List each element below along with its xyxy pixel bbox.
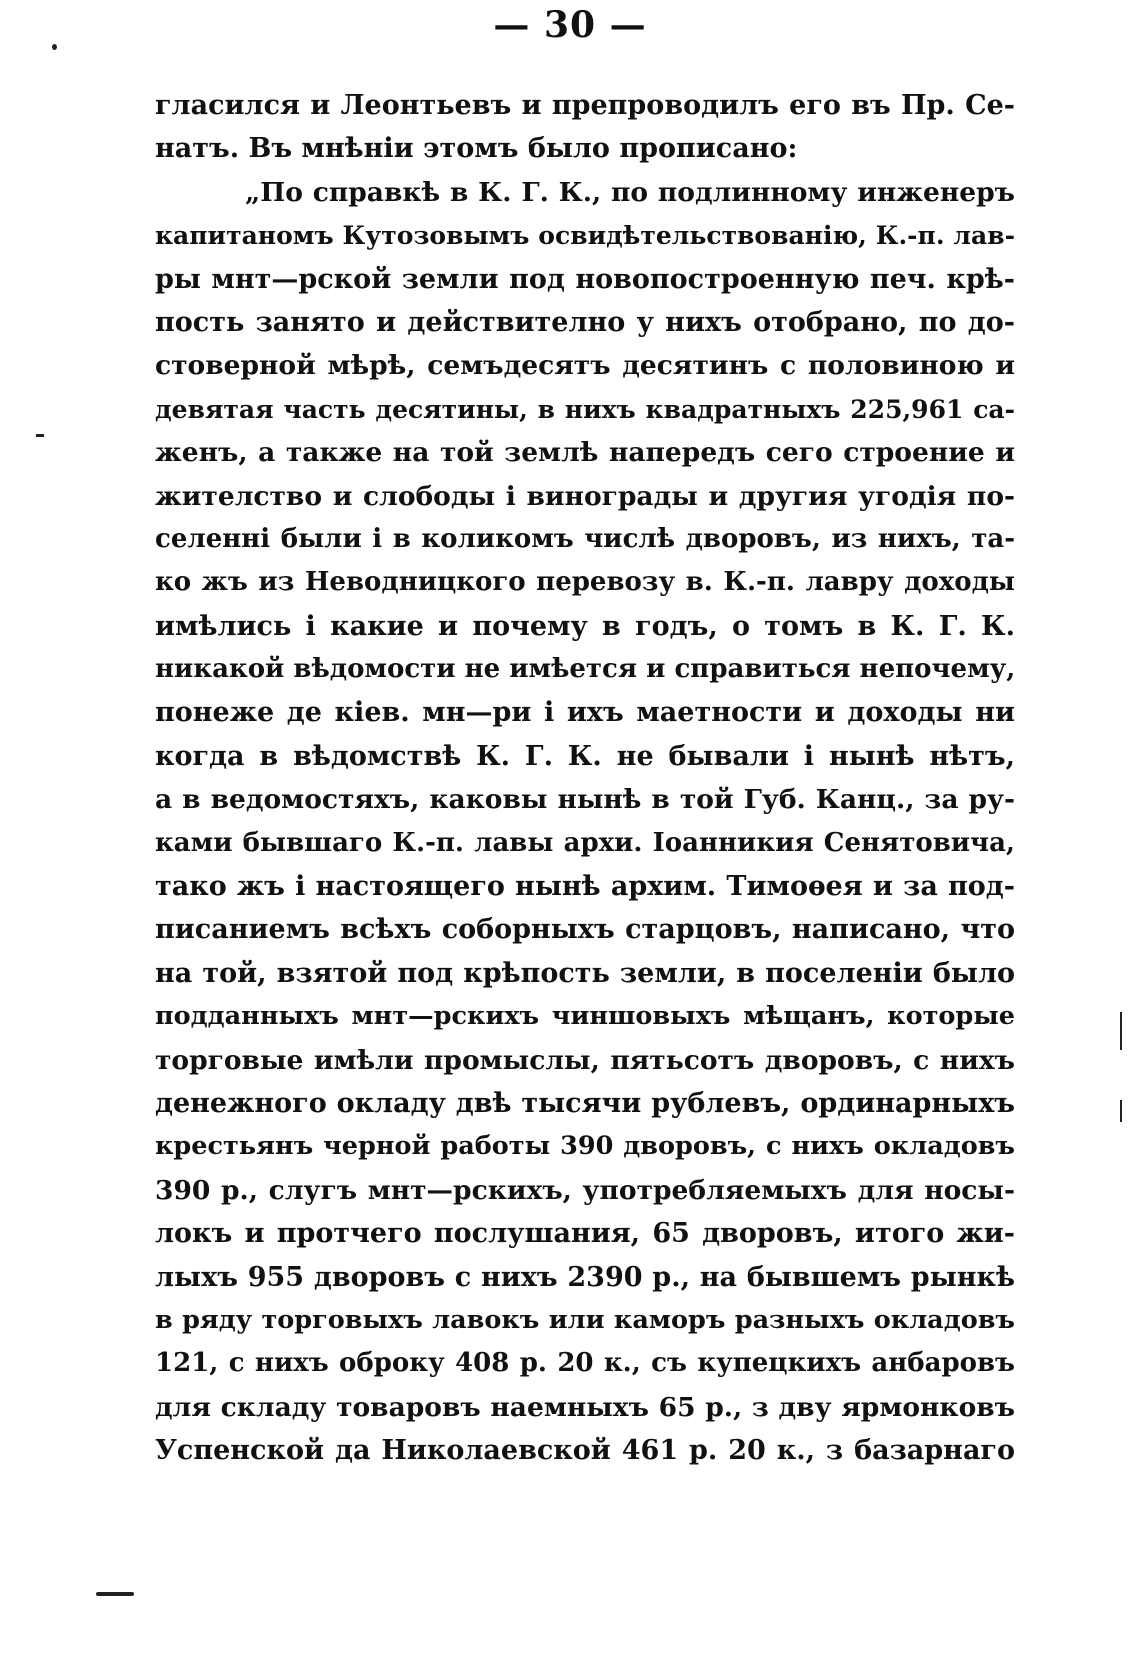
text-line: понеже де кіев. мн—ри і ихъ маетности и доходы ни — [155, 697, 1015, 729]
text-line: женъ, а также на той землѣ напередъ сего строение и — [155, 437, 1015, 469]
scan-speck — [36, 434, 44, 437]
text-line: ры мнт—рской земли под новопостроенную печ. крѣ- — [155, 263, 1015, 295]
page-number: — 30 — — [493, 4, 647, 46]
margin-scan-mark — [1120, 1012, 1122, 1050]
text-line: 390 р., слугъ мнт—рскихъ, употребляемыхъ для носы- — [155, 1174, 1015, 1206]
text-line: жителство и слободы і винограды и другия угодія по- — [155, 480, 1015, 512]
text-line: 121, с нихъ оброку 408 р. 20 к., съ купецкихъ анбаровъ — [155, 1348, 1015, 1379]
text-line: имѣлись і какие и почему в годъ, о томъ в К. Г. К. — [155, 610, 1015, 642]
text-line: пость занято и действително у нихъ отобрано, по до- — [155, 306, 1015, 338]
text-line: селенні были і в коликомъ числѣ дворовъ, из нихъ, та- — [155, 523, 1015, 554]
text-line: когда в вѣдомствѣ К. Г. К. не бывали і нынѣ нѣтъ, — [155, 740, 1015, 772]
text-line: ками бывшаго К.-п. лавы архи. Іоанникия Сенятовича, — [155, 827, 1015, 858]
text-line: крестьянъ черной работы 390 дворовъ, с нихъ окладовъ — [155, 1131, 1015, 1162]
text-line: тако жъ і настоящего нынѣ архим. Тимоѳея и за под- — [155, 871, 1015, 903]
text-line: девятая часть десятины, в нихъ квадратныхъ 225,961 са- — [155, 394, 1015, 424]
text-line: а в ведомостяхъ, каковы нынѣ в той Губ. Канц., за ру- — [155, 784, 1015, 816]
text-line: подданныхъ мнт—рскихъ чиншовыхъ мѣщанъ, которые — [155, 1001, 1015, 1032]
text-line: локъ и протчего послушания, 65 дворовъ, итого жи- — [155, 1218, 1015, 1250]
text-line: торговые имѣли промыслы, пятьсотъ дворовъ, с нихъ — [155, 1044, 1015, 1076]
text-line: лыхъ 955 дворовъ с нихъ 2390 р., на бывшемъ рынкѣ — [155, 1261, 1015, 1293]
text-line: ко жъ из Неводницкого перевозу в. К.-п. лавру доходы — [155, 567, 1015, 598]
text-line: на той, взятой под крѣпость земли, в поселеніи было — [155, 957, 1015, 989]
text-line: „По справкѣ в К. Г. К., по подлинному инженеръ — [245, 176, 1015, 208]
margin-scan-mark — [96, 1592, 134, 1596]
text-line: для складу товаровъ наемныхъ 65 р., з дву ярмонковъ — [155, 1391, 1015, 1423]
text-line: натъ. Въ мнѣніи этомъ было прописано: — [155, 133, 798, 165]
text-line: никакой вѣдомости не имѣется и справиться непочему, — [155, 654, 1015, 685]
scan-speck — [52, 44, 57, 50]
margin-scan-mark — [1120, 1100, 1122, 1122]
text-line: Успенской да Николаевской 461 р. 20 к., з базарнаго — [155, 1435, 1015, 1467]
text-line: в ряду торговыхъ лавокъ или каморъ разныхъ окладовъ — [155, 1304, 1015, 1335]
text-line: писаниемъ всѣхъ соборныхъ старцовъ, написано, что — [155, 914, 1015, 946]
text-line: стоверной мѣрѣ, семъдесятъ десятинъ с половиною и — [155, 350, 1015, 382]
text-line: денежного окладу двѣ тысячи рублевъ, ординарныхъ — [155, 1087, 1015, 1119]
body-text — [155, 84, 1015, 1473]
text-line: капитаномъ Кутозовымъ освидѣтельствованію, К.-п. лав- — [155, 221, 1015, 251]
text-line: гласился и Леонтьевъ и препроводилъ его въ Пр. Се- — [155, 90, 1015, 121]
